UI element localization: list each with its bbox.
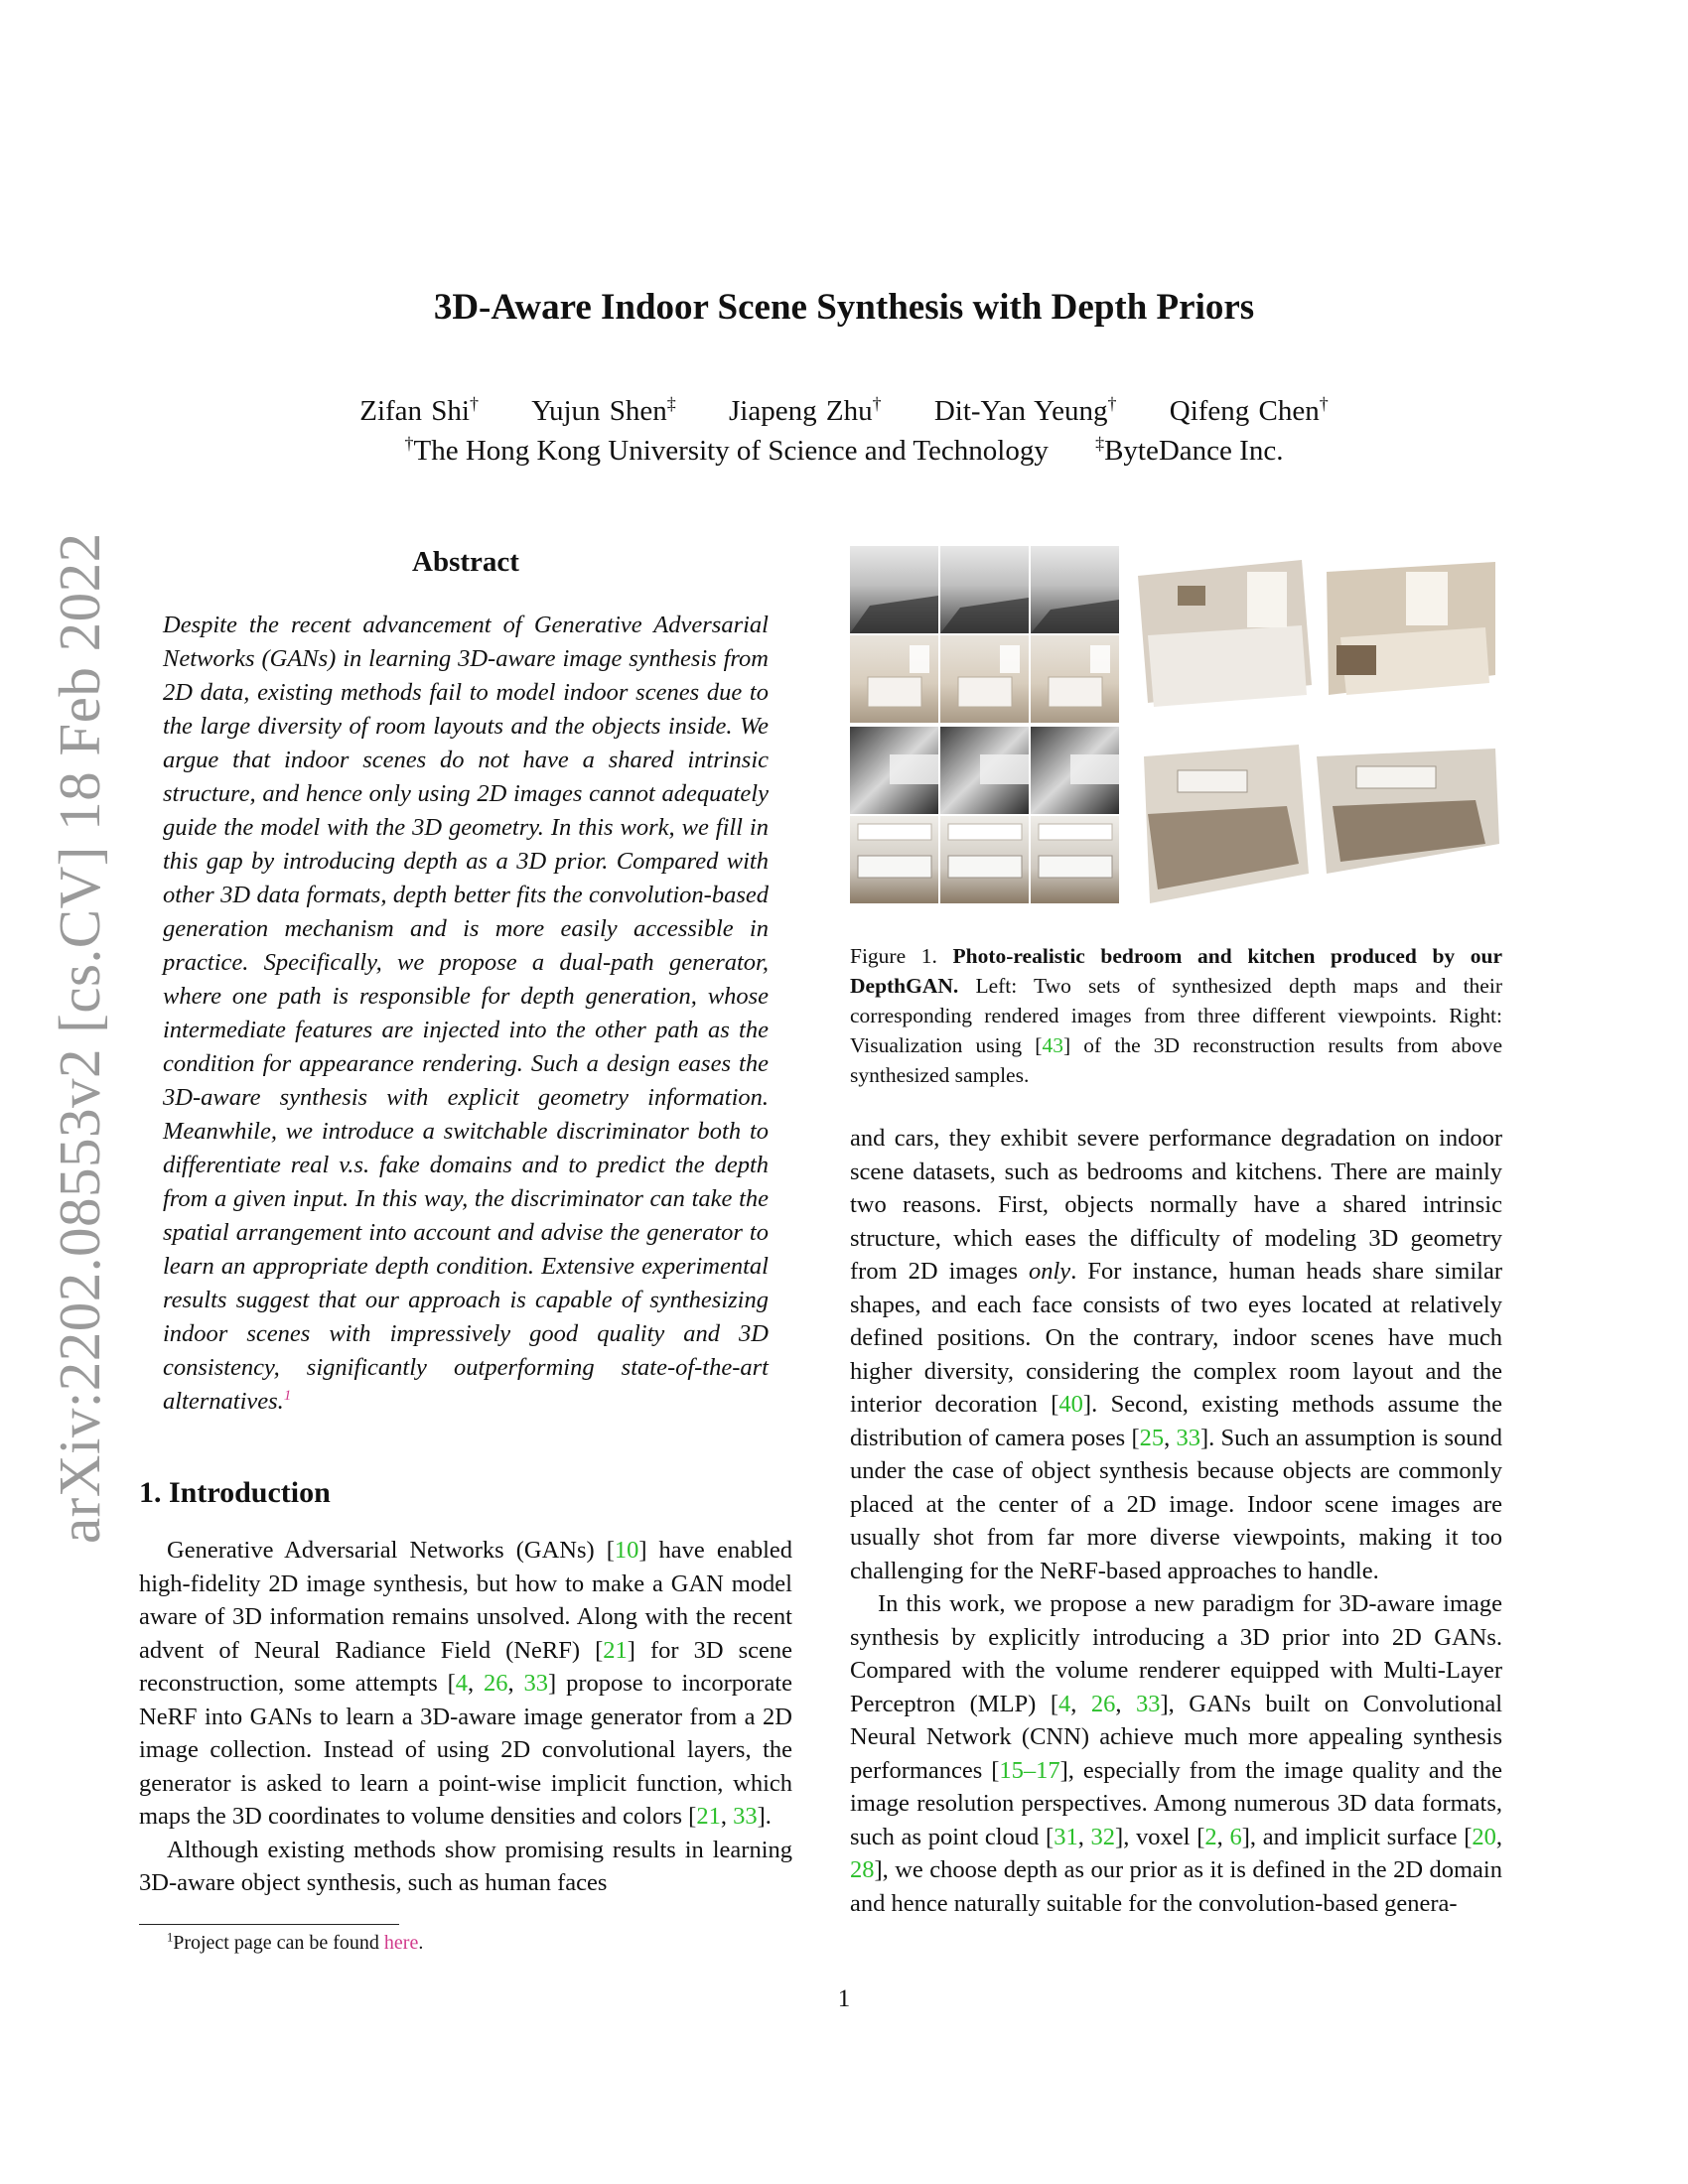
bedroom-depth-maps xyxy=(850,546,1119,633)
citation-link[interactable]: 28 xyxy=(850,1856,875,1883)
right-column xyxy=(850,546,1502,1920)
citation-link[interactable]: 25 xyxy=(1139,1424,1165,1451)
bedroom-renders xyxy=(850,635,1119,723)
kitchen-renders xyxy=(850,816,1119,903)
citation-link[interactable]: 21 xyxy=(696,1803,721,1830)
affiliation: †The Hong Kong University of Science and Technology xyxy=(404,433,1049,467)
kitchen-3d-reconstructions xyxy=(1144,745,1499,903)
citation-link[interactable]: 26 xyxy=(1090,1690,1116,1717)
citation-link[interactable]: 43 xyxy=(1042,1033,1063,1057)
citation-link[interactable]: 4 xyxy=(1057,1690,1071,1717)
citation-link[interactable]: 4 xyxy=(455,1670,469,1697)
citation-link[interactable]: 2 xyxy=(1204,1823,1217,1850)
author: Jiapeng Zhu† xyxy=(729,393,882,427)
author: Yujun Shen‡ xyxy=(531,393,676,427)
figure-1 xyxy=(850,546,1502,923)
figure-1-image xyxy=(850,546,1502,923)
citation-link[interactable]: 21 xyxy=(603,1636,628,1664)
citation-link[interactable]: 33 xyxy=(523,1670,549,1697)
project-page-link[interactable]: here xyxy=(383,1932,419,1954)
intro-paragraph: and cars, they exhibit severe performance degradation on indoor scene datasets, such as bedrooms and kitchens. There are mainly two reasons. First, objects normally have a shared intrinsic structure, which eases the difficulty of modeling 3D geometry from 2D images only. For instance, human heads share similar shapes, and each face consists of two eyes located at relatively defined positions. On the contrary, indoor scenes have much higher diversity, considering the complex room layout and the interior decoration [40]. Second, existing methods assume the distribution of camera poses [25, 33]. Such an assumption is sound under the case of object synthesis because objects are commonly placed at the center of a 2D image. Indoor scene images are usually shot from far more diverse viewpoints, making it too challenging for the NeRF-based approaches to handle. xyxy=(850,1125,1502,1584)
intro-paragraph: In this work, we propose a new paradigm for 3D-aware image synthesis by explicitly introducing a 3D prior into 2D GANs. Compared with the volume renderer equipped with Multi-Layer Perceptron (MLP) [4, 26, 33], GANs built on Convolutional Neural Network (CNN) achieve much more appealing synthesis performances [15–17], especially from the image quality and the image resolution perspectives. Among numerous 3D data formats, such as point cloud [31, 32], voxel [2, 6], and implicit surface [20, 28], we choose depth as our prior as it is defined in the 2D domain and hence naturally suitable for the convolution-based genera- xyxy=(850,1590,1503,1917)
kitchen-depth-maps xyxy=(850,727,1119,814)
author: Zifan Shi† xyxy=(359,393,479,427)
citation-link[interactable]: 33 xyxy=(1176,1424,1200,1451)
affiliation: ‡ByteDance Inc. xyxy=(1095,433,1284,467)
paper-title: 3D-Aware Indoor Scene Synthesis with Depth Priors xyxy=(433,287,1255,328)
citation-link[interactable]: 26 xyxy=(484,1670,508,1697)
author-list xyxy=(0,395,1688,428)
author: Qifeng Chen† xyxy=(1169,393,1329,427)
intro-paragraph: Although existing methods show promising results in learning 3D-aware object synthesis, such as human faces xyxy=(139,1836,792,1896)
right-column-text xyxy=(850,1122,1502,1920)
footnote-divider xyxy=(139,1924,399,1925)
left-column xyxy=(139,546,792,1900)
citation-link[interactable]: 10 xyxy=(614,1537,639,1564)
figure-1-caption: Figure 1. Photo-realistic bedroom and kitchen produced by our DepthGAN. Left: Two sets of synthesized depth maps and their corresponding rendered images from three different viewpoints. Right: Visualization using [43] of the 3D reconstruction results from above synthesized samples. xyxy=(850,944,1503,1087)
citation-link[interactable]: 20 xyxy=(1472,1823,1496,1850)
arxiv-identifier-stamp: arXiv:2202.08553v2 [cs.CV] 18 Feb 2022 xyxy=(47,532,112,1544)
citation-link[interactable]: 33 xyxy=(1135,1690,1161,1717)
citation-link[interactable]: 31 xyxy=(1054,1823,1078,1850)
abstract-text: Despite the recent advancement of Generative Adversarial Networks (GANs) in learning 3D-aware image synthesis from 2D data, existing methods fail to model indoor scenes due to the large diversity of room layouts and the objects inside. We argue that indoor scenes do not have a shared intrinsic structure, and hence only using 2D images cannot adequately guide the model with the 3D geometry. In this work, we fill in this gap by introducing depth as a 3D prior. Compared with other 3D data formats, depth better fits the convolution-based generation mechanism and is more easily accessible in practice. Specifically, we propose a dual-path generator, where one path is responsible for depth generation, whose intermediate features are injected into the other path as the condition for appearance rendering. Such a design eases the 3D-aware synthesis with explicit geometry information. Meanwhile, we introduce a switchable discriminator both to differentiate real v.s. fake domains and to predict the depth from a given input. In this way, the discriminator can take the spatial arrangement into account and advise the generator to learn an appropriate depth condition. Extensive experimental results suggest that our approach is capable of synthesizing indoor scenes with impressively good quality and 3D consistency, significantly outperforming state-of-the-art alternatives.$^1$ xyxy=(163,612,769,1415)
affiliation-line xyxy=(0,435,1688,468)
citation-link[interactable]: 33 xyxy=(733,1803,758,1830)
abstract-heading: Abstract xyxy=(412,546,519,578)
citation-range-dash: – xyxy=(1023,1756,1037,1784)
section-heading-introduction: 1. Introduction xyxy=(139,1476,331,1509)
bedroom-3d-reconstructions xyxy=(1138,560,1495,707)
footnote: $^1$Project page can be found here. xyxy=(167,1930,424,1954)
citation-link[interactable]: 15 xyxy=(999,1756,1024,1784)
intro-paragraph: Generative Adversarial Networks (GANs) [10] have enabled high-fidelity 2D image synthesis, but how to make a GAN model aware of 3D information remains unsolved. Along with the recent advent of Neural Radiance Field (NeRF) [21] for 3D scene reconstruction, some attempts [4, 26, 33] propose to incorporate NeRF into GANs to learn a 3D-aware image generator from a 2D image collection. Instead of using 2D convolutional layers, the generator is asked to learn a point-wise implicit function, which maps the 3D coordinates to volume densities and colors [21, 33]. xyxy=(139,1537,792,1830)
citation-link[interactable]: 6 xyxy=(1229,1823,1242,1850)
author: Dit-Yan Yeung† xyxy=(933,393,1117,427)
page-number: 1 xyxy=(837,1985,851,2012)
footnote-marker[interactable]: 1 xyxy=(283,1386,292,1404)
citation-link[interactable]: 17 xyxy=(1036,1756,1060,1784)
citation-link[interactable]: 40 xyxy=(1058,1391,1083,1418)
citation-link[interactable]: 32 xyxy=(1090,1823,1116,1850)
